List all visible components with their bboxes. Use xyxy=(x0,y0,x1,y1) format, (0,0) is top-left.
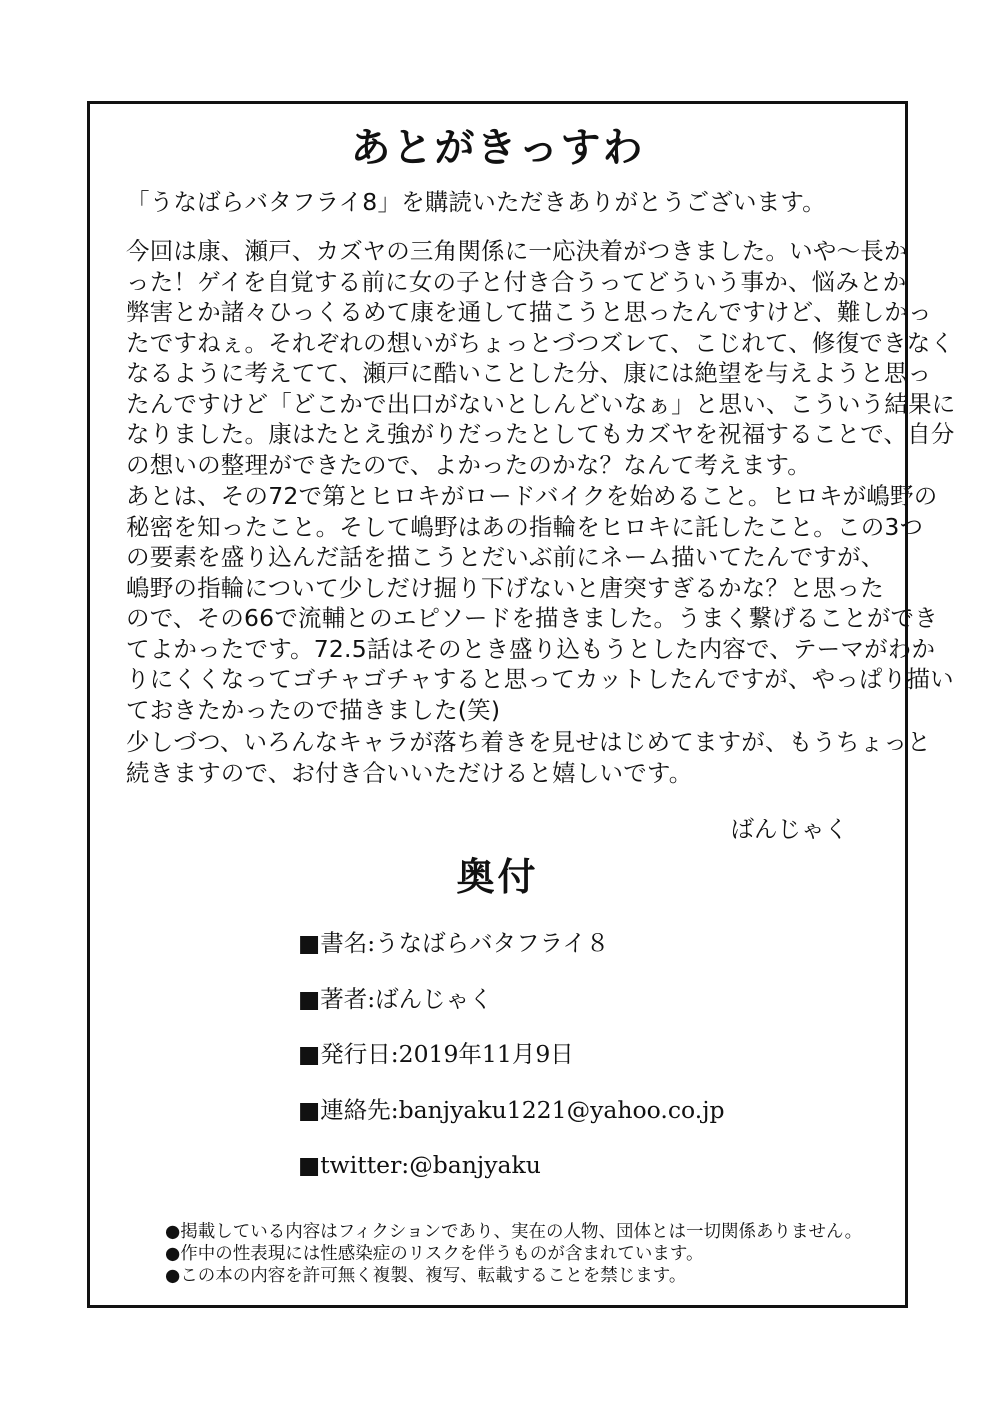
colophon-title: 奥付 xyxy=(456,855,539,899)
afterword-title: あとがきっすわ xyxy=(350,125,645,171)
afterword-paragraph-1 xyxy=(126,236,956,480)
paragraph-line: あとは、その72で第とヒロキがロードバイクを始めること。ヒロキが嶋野の xyxy=(126,482,938,510)
colophon-publish-date: ■発行日:2019年11月9日 xyxy=(298,1040,574,1068)
author-signature: ばんじゃく xyxy=(730,815,848,843)
paragraph-line: 秘密を知ったこと。そして嶋野はあの指輪をヒロキに託したこと。この3つ xyxy=(126,512,924,541)
paragraph-line: なりました。康はたとえ強がりだったとしてもカズヤを祝福することで、自分 xyxy=(126,420,955,448)
afterword-intro xyxy=(126,187,886,218)
paragraph-line: 少しづつ、いろんなキャラが落ち着きを見せはじめてますが、もうちょっと xyxy=(126,728,931,756)
afterword-paragraph-3 xyxy=(126,727,931,788)
notices xyxy=(165,1221,885,1287)
notice-copyright: ●この本の内容を許可無く複製、複写、転載することを禁じます。 xyxy=(165,1266,687,1286)
paragraph-line: なるように考えてて、瀬戸に酷いことした分、康には絶望を与えようと思っ xyxy=(126,359,932,387)
paragraph-line: 今回は康、瀬戸、カズヤの三角関係に一応決着がつきました。いや〜長か xyxy=(126,237,908,265)
afterword-paragraph-2 xyxy=(126,481,954,725)
paragraph-line: 弊害とか諸々ひっくるめて康を通して描こうと思ったんですけど、難しかっ xyxy=(126,298,932,326)
colophon-contact: ■連絡先:banjyaku1221@yahoo.co.jp xyxy=(298,1095,725,1124)
paragraph-line: たんですけど「どこかで出口がないとしんどいなぁ」と思い、こういう結果に xyxy=(126,389,956,418)
paragraph-line: 嶋野の指輪について少しだけ掘り下げないと唐突すぎるかな？と思った xyxy=(126,573,884,602)
paragraph-line: ておきたかったので描きました(笑) xyxy=(126,695,501,724)
paragraph-line: った！ゲイを自覚する前に女の子と付き合うってどういう事か、悩みとか xyxy=(126,267,907,296)
colophon-twitter: ■twitter:@banjyaku xyxy=(298,1151,541,1179)
paragraph-line: の要素を盛り込んだ話を描こうとだいぶ前にネーム描いてたんですが、 xyxy=(126,543,885,571)
notice-fiction: ●掲載している内容はフィクションであり、実在の人物、団体とは一切関係ありません。 xyxy=(165,1222,863,1242)
paragraph-line: ので、その66で流輔とのエピソードを描きました。うまく繋げることができ xyxy=(126,604,938,632)
notice-health: ●作中の性表現には性感染症のリスクを伴うものが含まれています。 xyxy=(165,1244,704,1264)
paragraph-line: 続きますので、お付き合いいただけると嬉しいです。 xyxy=(126,758,693,787)
colophon-author: ■著者:ばんじゃく xyxy=(298,984,493,1013)
paragraph-line: たですねぇ。それぞれの想いがちょっとづつズレて、こじれて、修復できなく xyxy=(126,328,955,357)
paragraph-line: てよかったです。72.5話はそのとき盛り込もうとした内容で、テーマがわか xyxy=(126,634,936,663)
colophon-list xyxy=(298,925,858,1203)
colophon-book-title: ■書名:うなばらバタフライ８ xyxy=(298,929,610,957)
paragraph-line: りにくくなってゴチャゴチャすると思ってカットしたんですが、やっぱり描い xyxy=(126,665,954,693)
intro-line: 「うなばらバタフライ8」を購読いただきありがとうございます。 xyxy=(126,188,826,216)
paragraph-line: の想いの整理ができたので、よかったのかな？なんて考えます。 xyxy=(126,450,811,479)
